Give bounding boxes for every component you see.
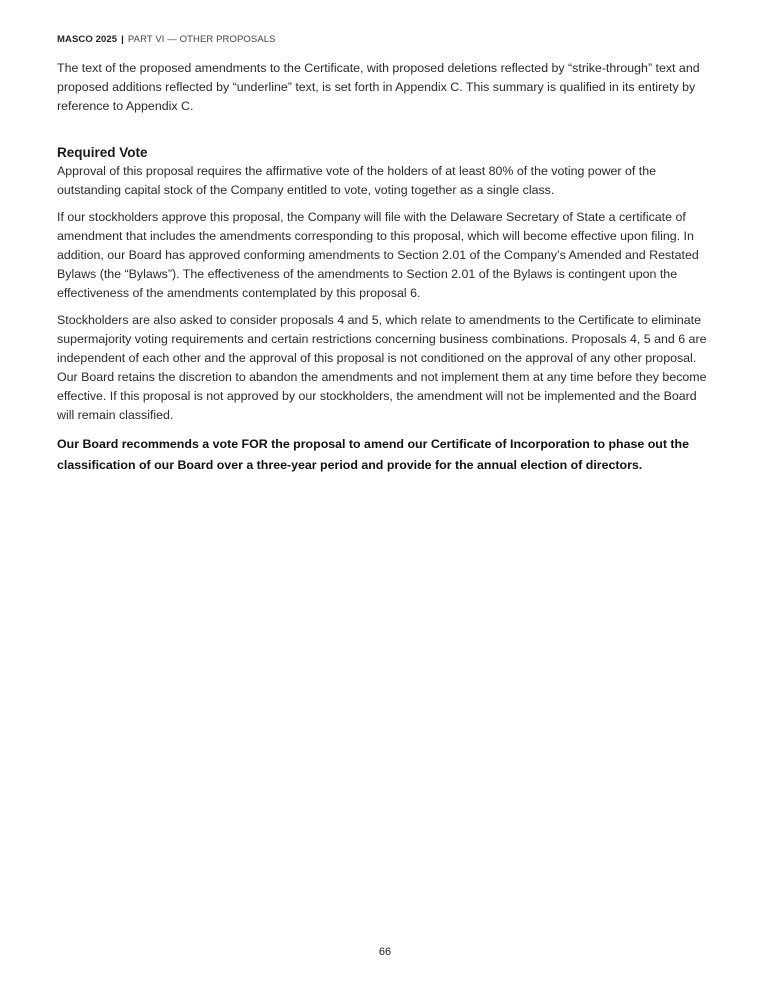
header-brand: MASCO 2025 bbox=[57, 34, 118, 45]
header-separator: | bbox=[121, 34, 124, 45]
filing-paragraph: If our stockholders approve this proposal, the Company will file with the Delaware Secretary of State a certificate of amendment that includes the amendments corresponding to this proposal, which will become effective upon filing. In addition, our Board has approved conforming amendments to Section 2.01 of the Company’s Amended and Restated Bylaws (the “Bylaws”). The effectiveness of the amendments to Section 2.01 of the Bylaws is contingent upon the effectiveness of the amendments contemplated by this proposal 6. bbox=[57, 210, 699, 300]
body-content bbox=[57, 59, 713, 476]
header-section-title: PART VI — OTHER PROPOSALS bbox=[127, 34, 276, 45]
required-vote-paragraph: Approval of this proposal requires the affirmative vote of the holders of at least 80% of the voting power of the outstanding capital stock of the Company entitled to vote, voting together as a single class. bbox=[57, 164, 656, 197]
page-number: 66 bbox=[378, 946, 392, 958]
required-vote-heading: Required Vote bbox=[57, 145, 148, 160]
board-recommendation: Our Board recommends a vote FOR the proposal to amend our Certificate of Incorporation to phase out the classification of our Board over a three-year period and provide for the annual election of directors. bbox=[57, 437, 689, 472]
related-proposals-paragraph: Stockholders are also asked to consider proposals 4 and 5, which relate to amendments to the Certificate to eliminate supermajority voting requirements and certain restrictions concerning business combinations. Proposals 4, 5 and 6 are independent of each other and the approval of this proposal is not conditioned on the approval of any other proposal. Our Board retains the discretion to abandon the amendments and not implement them at any time before they become effective. If this proposal is not approved by our stockholders, the amendment will not be implemented and the Board will remain classified. bbox=[57, 313, 707, 422]
document-page bbox=[57, 0, 713, 993]
running-header bbox=[57, 34, 276, 45]
intro-paragraph: The text of the proposed amendments to the Certificate, with proposed deletions reflected by “strike-through” text and proposed additions reflected by “underline” text, is set forth in Appendix C. This summary is qualified in its entirety by reference to Appendix C. bbox=[57, 61, 700, 113]
